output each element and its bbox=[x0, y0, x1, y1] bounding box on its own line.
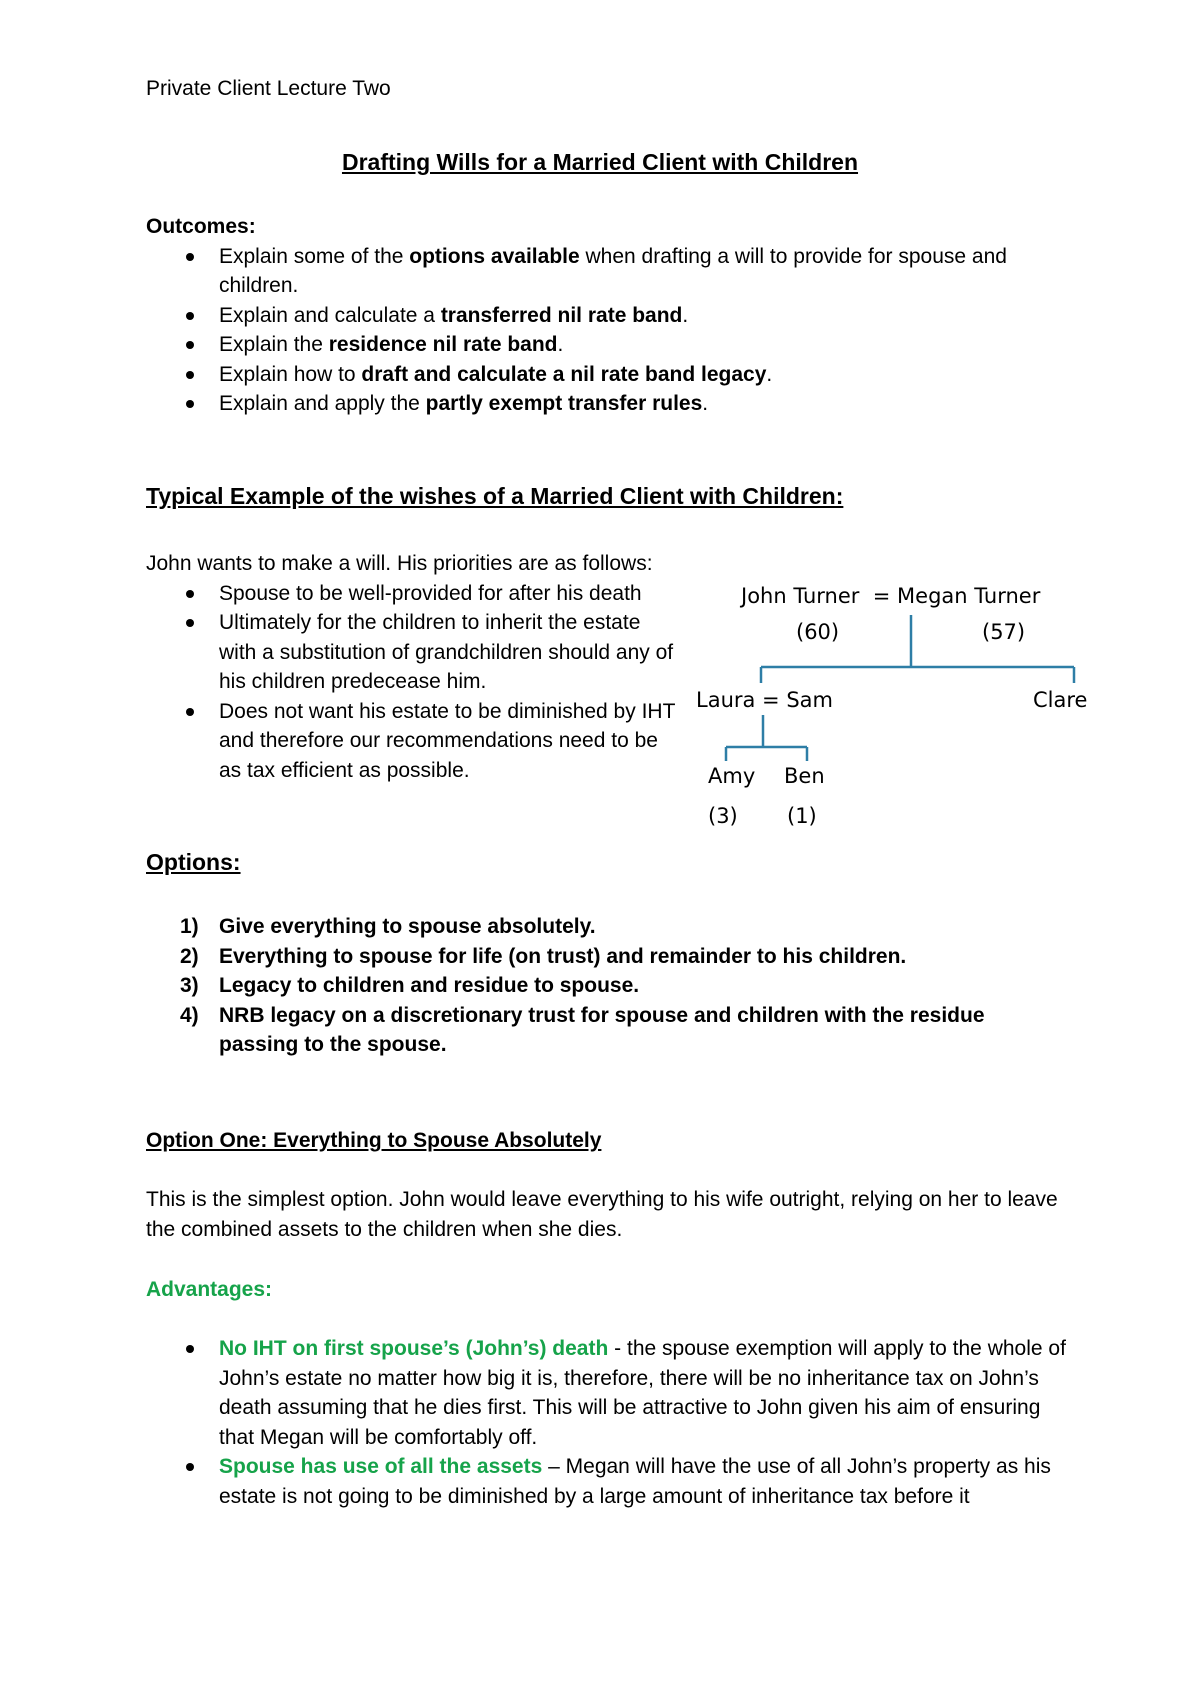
advantage-heading: Spouse has use of all the assets bbox=[219, 1455, 543, 1478]
option-text: Legacy to children and residue to spouse. bbox=[219, 974, 640, 997]
advantage-text: Megan will have the use of all John’s property as his estate is not going to be diminished by a large amount of inheritance tax before it bbox=[219, 1455, 1051, 1508]
options-list bbox=[146, 912, 1066, 1060]
advantages-list bbox=[146, 1334, 1066, 1511]
example-title: Typical Example of the wishes of a Married Client with Children: bbox=[146, 483, 844, 509]
outcome-bold: partly exempt transfer rules bbox=[425, 392, 703, 415]
option-text: Everything to spouse for life (on trust) and remainder to his children. bbox=[219, 944, 907, 968]
priorities-list bbox=[146, 579, 676, 786]
laura-sam-label: Laura = Sam bbox=[696, 688, 833, 712]
amy-age: (3) bbox=[708, 804, 738, 828]
list-item bbox=[146, 1334, 1066, 1452]
document-title: Drafting Wills for a Married Client with Children bbox=[341, 149, 859, 175]
outcomes-section bbox=[146, 212, 1066, 419]
list-item: Spouse to be well-provided for after his death bbox=[146, 579, 676, 609]
outcome-text: Explain how to bbox=[219, 362, 362, 386]
clare-label: Clare bbox=[1033, 688, 1088, 712]
option-text: NRB legacy on a discretionary trust for spouse and children with the residue passing to the spouse. bbox=[219, 1003, 985, 1056]
option-number: 2) bbox=[180, 944, 199, 968]
family-tree-diagram bbox=[680, 575, 1120, 845]
outcomes-label: Outcomes: bbox=[146, 215, 256, 238]
list-item bbox=[146, 330, 1066, 360]
option-number: 1) bbox=[180, 915, 199, 938]
outcome-bold: transferred nil rate band bbox=[440, 303, 683, 327]
outcome-text: when drafting a will to provide for spouse and children. bbox=[219, 244, 1007, 297]
advantage-separator: – bbox=[542, 1455, 566, 1478]
john-age: (60) bbox=[796, 620, 840, 644]
list-item bbox=[146, 942, 1066, 972]
list-item: Ultimately for the children to inherit the estate with a substitution of grandchildren should any of his children predecease him. bbox=[146, 608, 676, 697]
options-title: Options: bbox=[146, 849, 241, 875]
list-item bbox=[146, 389, 1066, 419]
page-header: Private Client Lecture Two bbox=[146, 77, 391, 100]
outcome-bold: draft and calculate a nil rate band legacy bbox=[361, 362, 767, 386]
example-intro: John wants to make a will. His priorities are as follows: bbox=[146, 552, 653, 575]
ben-label: Ben bbox=[784, 764, 825, 788]
list-item bbox=[146, 971, 1066, 1001]
advantage-heading: No IHT on first spouse’s (John’s) death bbox=[219, 1337, 609, 1360]
outcome-text: . bbox=[766, 362, 773, 386]
list-item bbox=[146, 360, 1066, 390]
list-item: Does not want his estate to be diminished by IHT and therefore our recommendations need to be as tax efficient as possible. bbox=[146, 697, 676, 786]
example-section bbox=[146, 549, 676, 785]
advantages-section bbox=[146, 1334, 1066, 1511]
ben-age: (1) bbox=[787, 804, 817, 828]
outcome-bold: options available bbox=[409, 244, 580, 268]
list-item bbox=[146, 912, 1066, 942]
list-item bbox=[146, 1452, 1066, 1511]
list-item bbox=[146, 301, 1066, 331]
outcome-text: . bbox=[682, 303, 689, 327]
outcomes-list bbox=[146, 242, 1066, 419]
advantage-separator: - bbox=[608, 1337, 627, 1360]
outcome-text: Explain some of the bbox=[219, 244, 410, 268]
outcome-text: Explain and calculate a bbox=[219, 303, 441, 327]
outcome-text: Explain the bbox=[219, 333, 329, 356]
options-section bbox=[146, 912, 1066, 1060]
outcome-text: . bbox=[557, 333, 564, 356]
option-number: 4) bbox=[180, 1003, 199, 1027]
outcome-bold: residence nil rate band bbox=[328, 333, 558, 356]
amy-label: Amy bbox=[708, 764, 756, 788]
option-number: 3) bbox=[180, 974, 199, 997]
megan-age: (57) bbox=[982, 620, 1026, 644]
list-item bbox=[146, 1001, 1066, 1060]
advantage-text: the spouse exemption will apply to the whole of John’s estate no matter how big it is, therefore, there will be no inheritance tax on John’s death assuming that he dies first. This will be attractive to John given his aim of ensuring that Megan will be comfortably off. bbox=[219, 1337, 1066, 1449]
advantages-label: Advantages: bbox=[146, 1278, 273, 1301]
outcome-text: . bbox=[702, 392, 709, 415]
list-item bbox=[146, 242, 1066, 301]
outcome-text: Explain and apply the bbox=[219, 392, 426, 415]
option-one-title: Option One: Everything to Spouse Absolutely bbox=[146, 1129, 602, 1152]
option-one-paragraph: This is the simplest option. John would leave everything to his wife outright, relying on her to leave the combined assets to the children when she dies. bbox=[146, 1188, 1058, 1241]
option-text: Give everything to spouse absolutely. bbox=[219, 915, 596, 938]
parents-label: John Turner = Megan Turner bbox=[741, 584, 1041, 608]
